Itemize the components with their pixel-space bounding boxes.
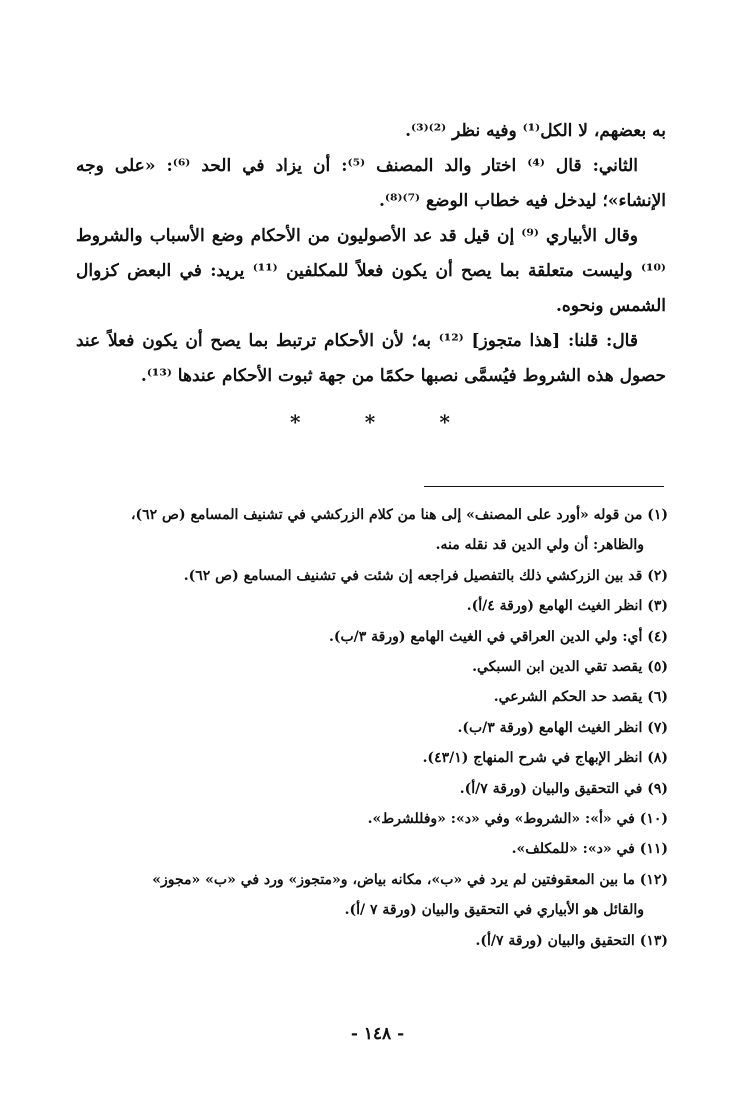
footnote-text: (٦) يقصد حد الحكم الشرعي. xyxy=(493,689,668,706)
section-separator xyxy=(290,410,450,434)
footnote-text: (١٣) التحقيق والبيان (ورقة ٧/أ). xyxy=(475,932,668,949)
footnote xyxy=(76,682,668,712)
footnote-text: (٨) انظر الإبهاج في شرح المنهاج (٤٣/١). xyxy=(422,750,668,767)
footnote-text: (٣) انظر الغيث الهامع (ورقة ٤/أ). xyxy=(466,598,668,615)
footnote-continuation: والقائل هو الأبياري في التحقيق والبيان (ورقة ٧ /أ). xyxy=(344,902,644,919)
footnote-text: (٩) في التحقيق والبيان (ورقة ٧/أ). xyxy=(459,780,668,797)
footnote-text: (٥) يقصد تقي الدين ابن السبكي. xyxy=(472,659,668,676)
separator-star: * xyxy=(290,410,301,434)
footnote xyxy=(76,743,668,773)
separator-star: * xyxy=(364,410,376,434)
footnote-text: (٧) انظر الغيث الهامع (ورقة ٣/ب). xyxy=(457,719,668,736)
footnote-text: (١١) في «د»: «للمكلف». xyxy=(511,841,668,858)
footnote xyxy=(76,652,668,682)
footnotes xyxy=(76,500,668,956)
main-paragraph: به بعضهم، لا الكل⁽¹⁾ وفيه نظر ⁽²⁾⁽³⁾. xyxy=(405,121,666,141)
main-text xyxy=(76,114,666,394)
footnote xyxy=(76,774,668,804)
footnote xyxy=(76,500,668,561)
footnote xyxy=(76,834,668,864)
footnote-text: (١) من قوله «أورد على المصنف» إلى هنا من كلام الزركشي في تشنيف المسامع (ص ٦٢)، xyxy=(130,507,668,523)
footnote-text: (١٠) في «أ»: «الشروط» وفي «د»: «وفللشرط». xyxy=(367,811,668,828)
footnote-rule xyxy=(424,486,664,487)
footnote xyxy=(76,561,668,591)
footnote-continuation: والظاهر: أن ولي الدين قد نقله منه. xyxy=(435,537,644,554)
footnote xyxy=(76,622,668,652)
footnote xyxy=(76,926,668,956)
footnote xyxy=(76,865,668,926)
footnote xyxy=(76,591,668,621)
footnote xyxy=(76,713,668,743)
footnote xyxy=(76,804,668,834)
main-paragraph: وقال الأبياري ⁽⁹⁾ إن قيل قد عد الأصوليون من الأحكام وضع الأسباب والشروط ⁽¹⁰⁾ وليست متعلقة بما يصح أن يكون فعلاً للمكلفين ⁽¹¹⁾ يريد: في البعض كزوال الشمس ونحوه. xyxy=(76,226,666,316)
footnote-text: (١٢) ما بين المعقوفتين لم يرد في «ب»، مكانه بياض، و«متجوز» ورد في «ب» «مجوز» xyxy=(152,871,668,888)
footnote-text: (٤) أي: ولي الدين العراقي في الغيث الهامع (ورقة ٣/ب). xyxy=(328,628,668,645)
page-number: - ١٤٨ - xyxy=(350,1024,405,1044)
separator-star: * xyxy=(439,410,450,434)
footnote-text: (٢) قد بين الزركشي ذلك بالتفصيل فراجعه إن شئت في تشنيف المسامع (ص ٦٢). xyxy=(183,567,668,584)
main-paragraph: الثاني: قال ⁽⁴⁾ اختار والد المصنف ⁽⁵⁾: أن يزاد في الحد ⁽⁶⁾: «على وجه الإنشاء»؛ ليدخل فيه خطاب الوضع ⁽⁷⁾⁽⁸⁾. xyxy=(76,156,666,211)
main-paragraph: قال: قلنا: [هذا متجوز] ⁽¹²⁾ به؛ لأن الأحكام ترتبط بما يصح أن يكون فعلاً عند حصول هذه الشروط فيُسمَّى نصبها حكمًا من جهة ثبوت الأحكام عندها ⁽¹³⁾. xyxy=(76,331,666,386)
